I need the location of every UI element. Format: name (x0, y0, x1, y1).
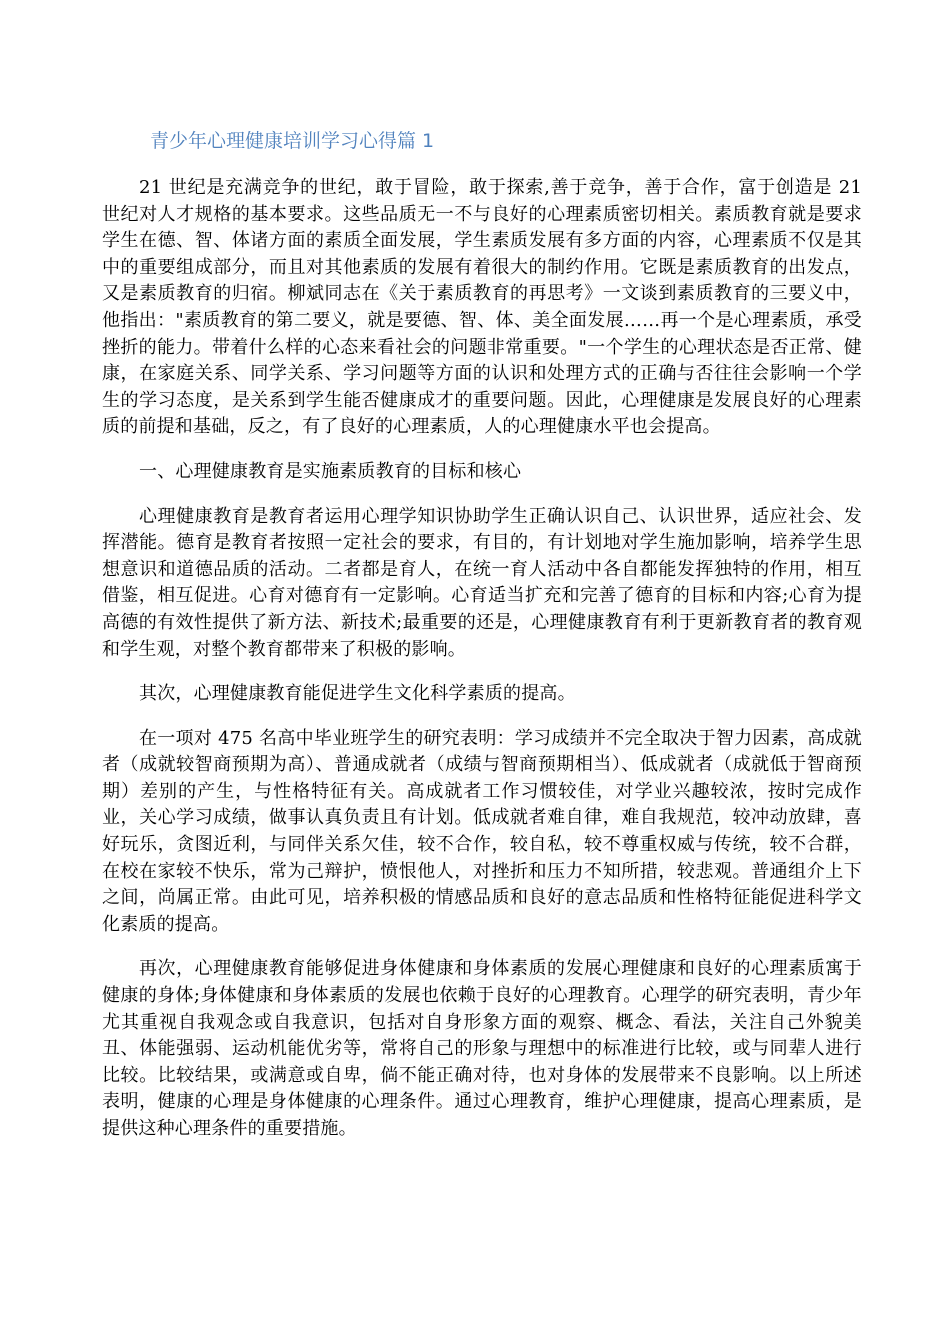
document-body (102, 175, 862, 1161)
section-heading-1: 一、心理健康教育是实施素质教育的目标和核心 (139, 460, 522, 482)
paragraph-intro: 21 世纪是充满竞争的世纪，敢于冒险，敢于探索,善于竞争，善于合作，富于创造是 21 世纪对人才规格的基本要求。这些品质无一不与良好的心理素质密切相关。素质教育就是要求学生在德、智、体诸方面的素质全面发展，学生素质发展有多方面的内容，心理素质不仅是其中的重要组成部分，而且对其他素质的发展有着很大的制约作用。它既是素质教育的出发点，又是素质教育的归宿。柳斌同志在《关于素质教育的再思考》一文谈到素质教育的三要义中，他指出："素质教育的第二要义，就是要德、智、体、美全面发展……再一个是心理素质，承受挫折的能力。带着什么样的心态来看社会的问题非常重要。"一个学生的心理状态是否正常、健康，在家庭关系、同学关系、学习问题等方面的认识和处理方式的正确与否往往会影响一个学生的学习态度，是关系到学生能否健康成才的重要问题。因此，心理健康是发展良好的心理素质的前提和基础，反之，有了良好的心理素质，人的心理健康水平也会提高。 (102, 177, 862, 438)
paragraph-second-point: 其次，心理健康教育能促进学生文化科学素质的提高。 (139, 683, 576, 705)
paragraph-study-research: 在一项对 475 名高中毕业班学生的研究表明：学习成绩并不完全取决于智力因素，高成就者（成就较智商预期为高）、普通成就者（成绩与智商预期相当）、低成就者（成就低于智商预期）差别的产生，与性格特征有关。高成就者工作习惯较佳，对学业兴趣较浓，按时完成作业，关心学习成绩，做事认真负责且有计划。低成就者难自律，难自我规范，较冲动放肆，喜好玩乐，贪图近利，与同伴关系欠佳，较不合作，较自私，较不尊重权威与传统，较不合群，在校在家较不快乐，常为己辩护，愤恨他人，对挫折和压力不知所措，较悲观。普通组介上下之间，尚属正常。由此可见，培养积极的情感品质和良好的意志品质和性格特征能促进科学文化素质的提高。 (102, 727, 862, 935)
document-title: 青少年心理健康培训学习心得篇 1 (150, 130, 435, 152)
paragraph-moral-education: 心理健康教育是教育者运用心理学知识协助学生正确认识自己、认识世界，适应社会、发挥潜能。德育是教育者按照一定社会的要求，有目的，有计划地对学生施加影响，培养学生思想意识和道德品质的活动。二者都是育人，在统一育人活动中各自都能发挥独特的作用，相互借鉴，相互促进。心育对德育有一定影响。心育适当扩充和完善了德育的目标和内容;心育为提高德的有效性提供了新方法、新技术;最重要的还是，心理健康教育有利于更新教育者的教育观和学生观，对整个教育都带来了积极的影响。 (102, 505, 862, 660)
paragraph-physical-health: 再次，心理健康教育能够促进身体健康和身体素质的发展心理健康和良好的心理素质寓于健康的身体;身体健康和身体素质的发展也依赖于良好的心理教育。心理学的研究表明，青少年尤其重视自我观念或自我意识，包括对自身形象方面的观察、概念、看法，关注自己外貌美丑、体能强弱、运动机能优劣等，常将自己的形象与理想中的标准进行比较，或与同辈人进行比较。比较结果，或满意或自卑，倘不能正确对待，也对身体的发展带来不良影响。以上所述表明，健康的心理是身体健康的心理条件。通过心理教育，维护心理健康，提高心理素质，是提供这种心理条件的重要措施。 (102, 958, 862, 1139)
